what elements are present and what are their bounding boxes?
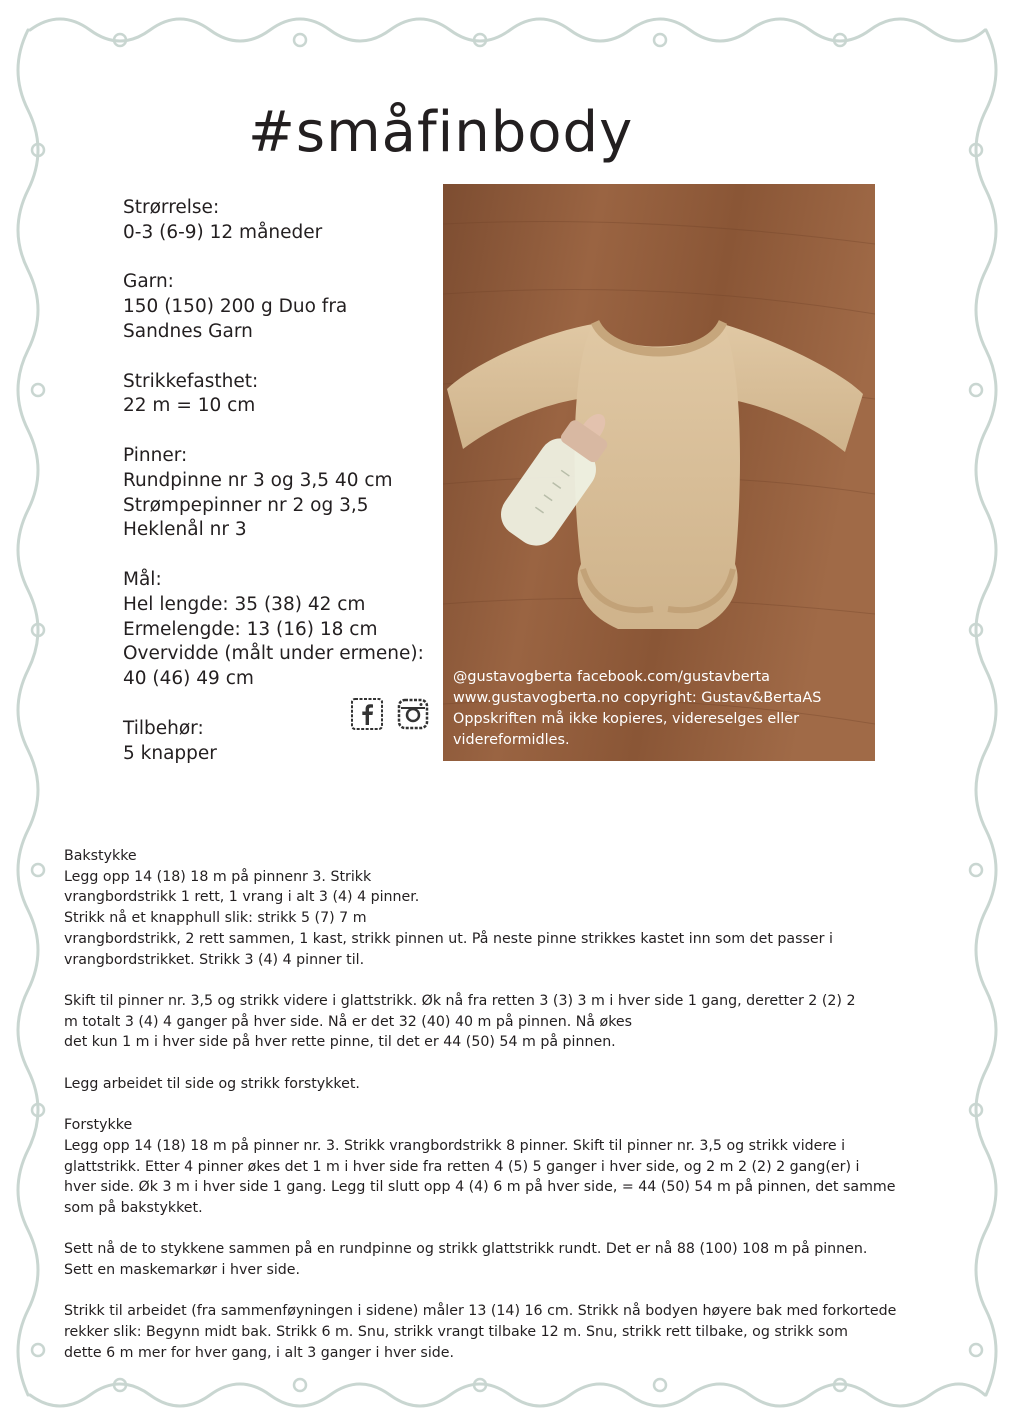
instruction-line: Sett en maskemarkør i hver side. (64, 1262, 301, 1278)
instruction-line: Sett nå de to stykkene sammen på en rundpinne og strikk glattstrikk rundt. Det er nå 88 (100) 108 m på pinnen. (64, 1241, 868, 1258)
caption-line: @gustavogberta facebook.com/gustavberta (453, 669, 770, 685)
spec-value: Sandnes Garn (123, 320, 253, 342)
instruction-section (64, 1239, 964, 1280)
spec-label: Strørrelse: (123, 197, 220, 218)
instruction-line: vrangbordstrikket. Strikk 3 (4) 4 pinner til. (64, 951, 365, 968)
instruction-line: vrangbordstrikk 1 rett, 1 vrang i alt 3 (4) 4 pinner. (64, 889, 420, 906)
spec-value: 0-3 (6-9) 12 måneder (123, 221, 323, 243)
social-links (351, 698, 429, 730)
instruction-line: Skift til pinner nr. 3,5 og strikk videre i glattstrikk. Øk nå fra retten 3 (3) 3 m i hver side 1 gang, deretter 2 (2) 2 (64, 992, 856, 1009)
spec-label: Mål: (123, 568, 162, 590)
instruction-line: Legg opp 14 (18) 18 m på pinner nr. 3. Strikk vrangbordstrikk 8 pinner. Skift til pinner nr. 3,5 og strikk videre i (64, 1137, 846, 1154)
instruction-line: det kun 1 m i hver side på hver rette pinne, til det er 44 (50) 54 m på pinnen. (64, 1034, 616, 1051)
caption-line: Oppskriften må ikke kopieres, videreselges eller (453, 711, 800, 727)
pattern-instructions (64, 846, 964, 1384)
spec-label: Pinner: (123, 444, 188, 466)
spec-value: 22 m = 10 cm (123, 395, 256, 417)
instruction-line: glattstrikk. Etter 4 pinner økes det 1 m i hver side fra retten 4 (5) 5 ganger i hver side, og 2 m 2 (2) 2 gang(er) i (64, 1158, 860, 1175)
spec-gauge (123, 370, 433, 420)
spec-measurements (123, 568, 433, 692)
spec-value: Ermelengde: 13 (16) 18 cm (123, 618, 378, 640)
section-heading: Bakstykke (64, 848, 137, 864)
instruction-section (64, 846, 964, 970)
product-photo (443, 184, 875, 761)
caption-line: www.gustavogberta.no copyright: Gustav&BertaAS (453, 690, 822, 706)
spec-value: Heklenål nr 3 (123, 519, 247, 541)
instruction-line: vrangbordstrikk, 2 rett sammen, 1 kast, strikk pinnen ut. På neste pinne strikkes kastet inn som det passer i (64, 930, 833, 947)
instruction-line: rekker slik: Begynn midt bak. Strikk 6 m. Snu, strikk vrangt tilbake 12 m. Snu, strikk rett tilbake, og strikk som (64, 1324, 848, 1341)
spec-value: Overvidde (målt under ermene): (123, 643, 424, 665)
instruction-section (64, 1301, 964, 1363)
page-title: #småfinbody (248, 100, 634, 165)
photo-caption (453, 667, 868, 751)
instruction-line: m totalt 3 (4) 4 ganger på hver side. Nå er det 32 (40) 40 m på pinnen. Nå økes (64, 1013, 633, 1030)
spec-value: 40 (46) 49 cm (123, 668, 254, 690)
spec-value: Hel lengde: 35 (38) 42 cm (123, 593, 366, 615)
instruction-line: Legg arbeidet til side og strikk forstykket. (64, 1075, 360, 1092)
spec-value: 150 (150) 200 g Duo fra (123, 296, 348, 318)
spec-yarn (123, 270, 433, 344)
spec-value: 5 knapper (123, 742, 217, 764)
spec-value: Strømpepinner nr 2 og 3,5 (123, 494, 369, 516)
spec-label: Garn: (123, 271, 174, 293)
instruction-section (64, 1115, 964, 1219)
facebook-icon[interactable] (351, 698, 383, 730)
instagram-icon[interactable] (397, 698, 429, 730)
spec-label: Tilbehør: (123, 717, 204, 739)
instruction-line: Strikk nå et knapphull slik: strikk 5 (7) 7 m (64, 910, 367, 927)
instruction-line: hver side. Øk 3 m i hver side 1 gang. Legg til slutt opp 4 (4) 6 m på hver side, = 44 (50) 54 m på pinnen, det samme (64, 1179, 896, 1196)
spec-size (123, 196, 433, 246)
instruction-section (64, 1074, 964, 1095)
spec-label: Strikkefasthet: (123, 370, 259, 392)
instruction-line: som på bakstykket. (64, 1199, 203, 1216)
caption-line: videreformidles. (453, 732, 570, 748)
section-heading: Forstykke (64, 1117, 133, 1134)
instruction-line: Legg opp 14 (18) 18 m på pinnenr 3. Strikk (64, 868, 372, 885)
instruction-line: dette 6 m mer for hver gang, i alt 3 ganger i hver side. (64, 1344, 455, 1361)
spec-value: Rundpinne nr 3 og 3,5 40 cm (123, 469, 393, 491)
instruction-section (64, 991, 964, 1053)
instruction-line: Strikk til arbeidet (fra sammenføyningen i sidene) måler 13 (14) 16 cm. Strikk nå bodyen høyere bak med forkortede (64, 1303, 897, 1320)
spec-needles (123, 444, 433, 543)
